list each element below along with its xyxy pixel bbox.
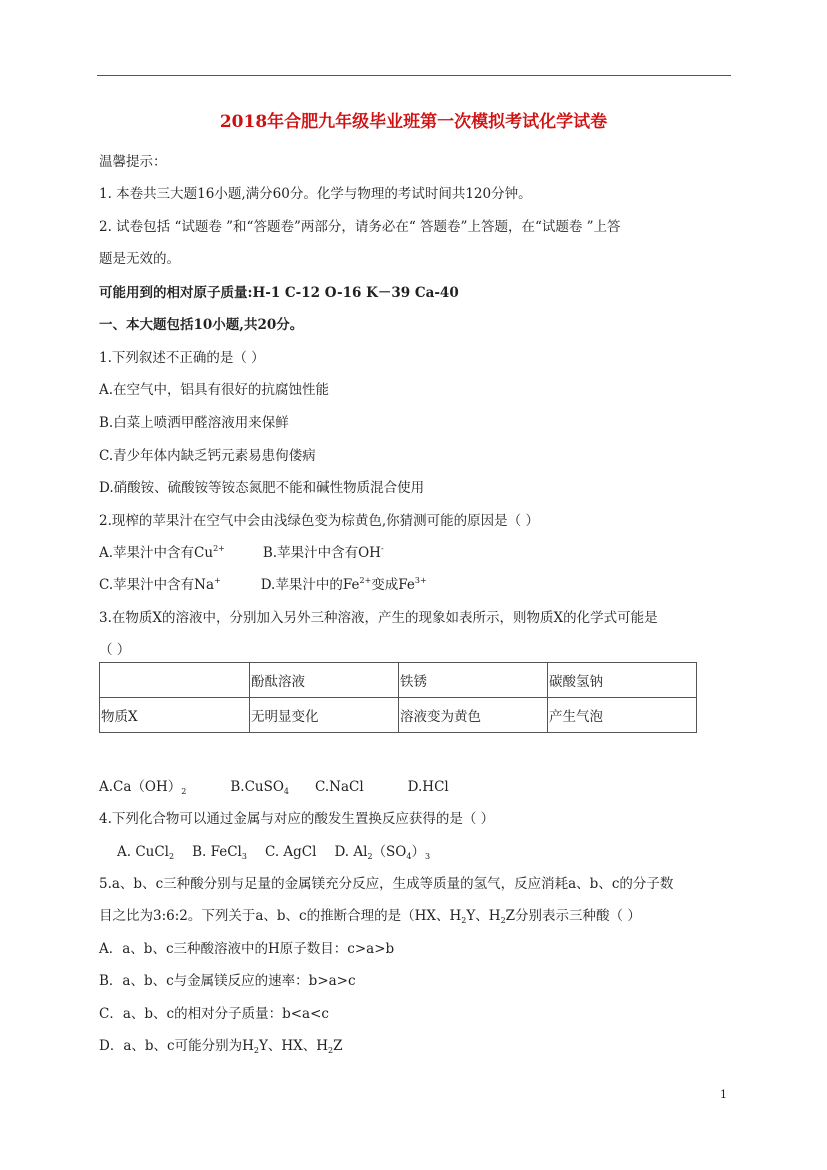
table-cell: 铁锈 bbox=[399, 663, 548, 698]
question-4-stem: 4.下列化合物可以通过金属与对应的酸发生置换反应获得的是（ ） bbox=[99, 811, 495, 827]
question-1-stem: 1.下列叙述不正确的是（ ） bbox=[99, 350, 265, 366]
question-2-option-a: A.苹果汁中含有$Cu^{2+}$ bbox=[99, 544, 225, 561]
table-cell: 无明显变化 bbox=[250, 698, 399, 733]
question-1-option-a: A.在空气中，铝具有很好的抗腐蚀性能 bbox=[99, 382, 330, 398]
table-cell bbox=[100, 663, 250, 698]
table-cell: 物质X bbox=[100, 698, 250, 733]
question-3-table bbox=[99, 662, 697, 733]
question-5-option-d: D．a、b、c可能分别为$H_2Y$、HX、$H_2Z$ bbox=[99, 1038, 343, 1055]
question-2-option-d: D.苹果汁中的$Fe^{2+}$变成$Fe^{3+}$ bbox=[260, 576, 427, 593]
question-2-options-ab bbox=[99, 541, 384, 561]
table-cell: 酚酞溶液 bbox=[250, 663, 399, 698]
page-title: 2018年合肥九年级毕业班第一次模拟考试化学试卷 bbox=[219, 112, 608, 132]
question-4-option-d: D. $Al_2(SO_4)_3$ bbox=[334, 844, 431, 861]
question-4-option-a: A. CuCl$_2$ bbox=[117, 844, 175, 861]
page-number: 1 bbox=[720, 1088, 727, 1101]
question-5-option-c: C．a、b、c的相对分子质量：b<a<c bbox=[99, 1006, 329, 1022]
question-1-option-b: B.白菜上喷洒甲醛溶液用来保鲜 bbox=[99, 415, 289, 431]
tip-2-line-2: 题是无效的。 bbox=[99, 251, 180, 267]
question-2-option-c: C.苹果汁中含有Na+ bbox=[99, 576, 221, 593]
question-3-option-d: D.HCl bbox=[407, 779, 449, 795]
question-3-option-a: $A.Ca(OH)_2$ bbox=[99, 779, 187, 796]
table-cell: 碳酸氢钠 bbox=[548, 663, 697, 698]
question-4-option-b: B. FeCl$_3$ bbox=[192, 844, 247, 861]
question-3-option-c: C.NaCl bbox=[315, 779, 364, 795]
question-4-option-c: C. AgCl bbox=[264, 844, 317, 860]
question-1-option-c: C.青少年体内缺乏钙元素易患佝偻病 bbox=[99, 448, 316, 464]
table-cell: 产生气泡 bbox=[548, 698, 697, 733]
table-cell: 溶液变为黄色 bbox=[399, 698, 548, 733]
question-1-option-d: D.硝酸铵、硫酸铵等铵态氮肥不能和碱性物质混合使用 bbox=[99, 480, 425, 496]
question-3-stem-line-2: （ ） bbox=[99, 642, 131, 658]
table-header-row bbox=[100, 663, 697, 698]
question-5-stem-line-2: 目之比为3:6:2。下列关于a、b、c的推断合理的是（HX、$H_2Y$、$H_2Z$分别表示三种酸（ ） bbox=[99, 908, 641, 925]
header-rule bbox=[97, 75, 731, 76]
question-2-options-cd bbox=[99, 573, 427, 593]
question-3-option-b: B.CuSO$_4$ bbox=[230, 779, 290, 796]
tip-1: 1. 本卷共三大题16小题,满分60分。化学与物理的考试时间共120分钟。 bbox=[99, 186, 532, 202]
tips-header: 温馨提示： bbox=[99, 154, 167, 170]
question-5-option-b: B．a、b、c与金属镁反应的速率：b>a>c bbox=[99, 973, 356, 989]
question-5-option-a: A．a、b、c三种酸溶液中的H原子数目：c>a>b bbox=[99, 941, 395, 957]
question-3-stem-line-1: 3.在物质X的溶液中，分别加入另外三种溶液，产生的现象如表所示，则物质X的化学式可能是 bbox=[99, 610, 658, 626]
question-3-options bbox=[99, 775, 449, 796]
atomic-masses: 可能用到的相对原子质量:H-1 C-12 O-16 K－39 Ca-40 bbox=[99, 285, 459, 301]
question-4-options bbox=[117, 840, 430, 861]
table-row bbox=[100, 698, 697, 733]
tip-2-line-1: 2. 试卷包括 “试题卷 ”和“答题卷”两部分，请务必在“ 答题卷”上答题，在“试题卷 ”上答 bbox=[99, 219, 621, 235]
question-2-option-b: B.苹果汁中含有OH- bbox=[262, 544, 384, 561]
question-2-stem: 2.现榨的苹果汁在空气中会由浅绿色变为棕黄色,你猜测可能的原因是（ ） bbox=[99, 513, 539, 529]
section-1-heading: 一、本大题包括10小题,共20分。 bbox=[99, 317, 304, 333]
question-5-stem-line-1: 5.a、b、c三种酸分别与足量的金属镁充分反应，生成等质量的氢气，反应消耗a、b、c的分子数 bbox=[99, 876, 674, 892]
